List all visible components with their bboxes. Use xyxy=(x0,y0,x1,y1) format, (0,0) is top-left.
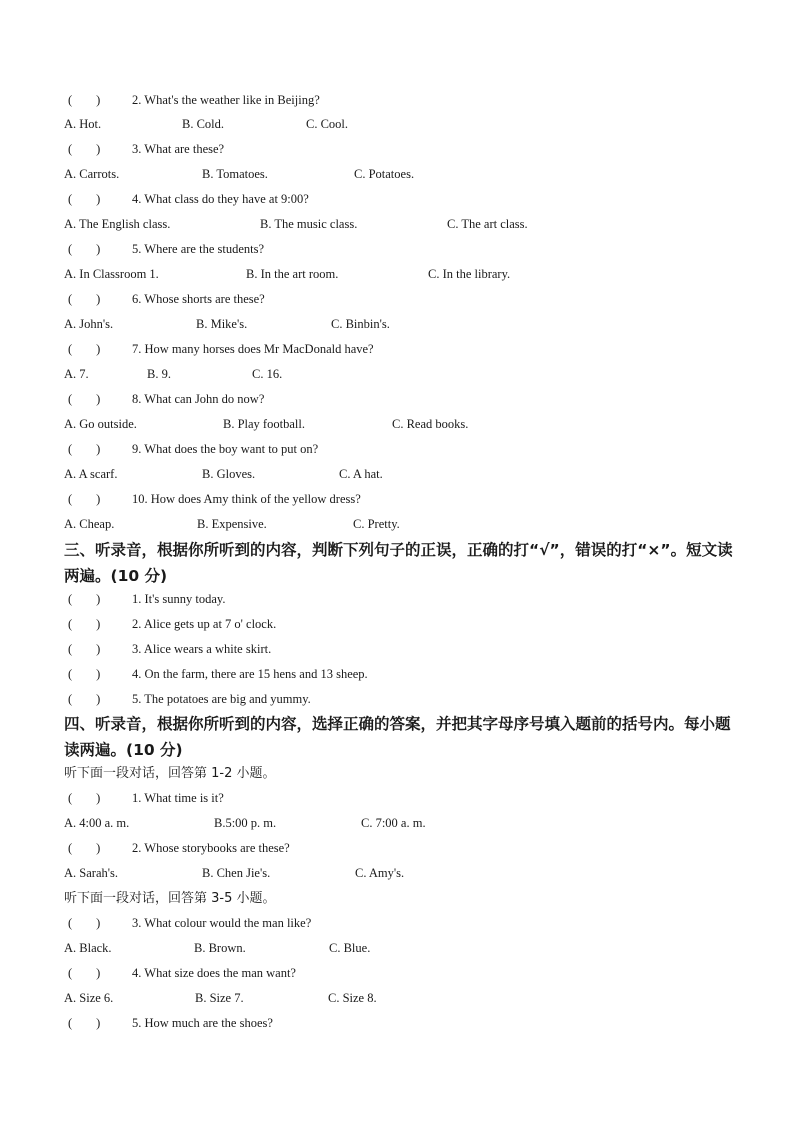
statement-3: ( ) 3. Alice wears a white skirt. xyxy=(68,642,272,656)
option-b: B. In the art room. xyxy=(246,267,339,281)
option-b: B. Play football. xyxy=(223,417,305,431)
option-c: C. Read books. xyxy=(392,417,469,431)
question-5: ( ) 5. Where are the students? xyxy=(68,242,265,256)
s4-question-4: ( ) 4. What size does the man want? xyxy=(68,966,296,980)
question-7: ( ) 7. How many horses does Mr MacDonald have? xyxy=(68,342,374,356)
dialogue-intro-1: 听下面一段对话，回答第 1-2 小题。 xyxy=(64,766,276,781)
question-8: ( ) 8. What can John do now? xyxy=(68,392,265,406)
option-c: C. Cool. xyxy=(306,117,349,131)
s4-question-5: ( ) 5. How much are the shoes? xyxy=(68,1016,273,1030)
s4-question-2: ( ) 2. Whose storybooks are these? xyxy=(68,841,290,855)
question-2: ( ) 2. What's the weather like in Beijing? xyxy=(68,93,320,107)
option-b: B. The music class. xyxy=(260,217,358,231)
option-c: C. 7:00 a. m. xyxy=(361,816,426,830)
option-a: A. 4:00 a. m. xyxy=(64,816,130,830)
option-a: A. Size 6. xyxy=(64,991,114,1005)
question-3: ( ) 3. What are these? xyxy=(68,142,225,156)
option-a: A. Black. xyxy=(64,941,112,955)
question-4: ( ) 4. What class do they have at 9:00? xyxy=(68,192,309,206)
option-c: C. A hat. xyxy=(339,467,383,481)
option-a: A. A scarf. xyxy=(64,467,118,481)
option-b: B. Tomatoes. xyxy=(202,167,268,181)
option-c: C. Binbin's. xyxy=(331,317,390,331)
option-a: A. The English class. xyxy=(64,217,171,231)
s4-question-1: ( ) 1. What time is it? xyxy=(68,791,224,805)
option-c: C. 16. xyxy=(252,367,283,381)
option-b: B. Cold. xyxy=(182,117,225,131)
option-b: B. Expensive. xyxy=(197,517,267,531)
option-a: A. Cheap. xyxy=(64,517,115,531)
option-b: B. Mike's. xyxy=(196,317,248,331)
option-a: A. John's. xyxy=(64,317,114,331)
option-c: C. Blue. xyxy=(329,941,371,955)
question-10: ( ) 10. How does Amy think of the yellow dress? xyxy=(68,492,361,506)
option-a: A. Carrots. xyxy=(64,167,120,181)
option-c: C. Amy's. xyxy=(355,866,405,880)
option-a: A. Go outside. xyxy=(64,417,137,431)
option-c: C. Potatoes. xyxy=(354,167,415,181)
option-a: A. Sarah's. xyxy=(64,866,118,880)
option-b: B. Size 7. xyxy=(195,991,244,1005)
statement-4: ( ) 4. On the farm, there are 15 hens and 13 sheep. xyxy=(68,667,368,681)
statement-1: ( ) 1. It's sunny today. xyxy=(68,592,226,606)
question-6: ( ) 6. Whose shorts are these? xyxy=(68,292,265,306)
statement-2: ( ) 2. Alice gets up at 7 o' clock. xyxy=(68,617,277,631)
option-c: C. Size 8. xyxy=(328,991,377,1005)
section-4-heading: 四、听录音，根据你所听到的内容，选择正确的答案，并把其字母序号填入题前的括号内。每小题读两遍。(10 分) xyxy=(64,715,731,759)
option-a: A. Hot. xyxy=(64,117,102,131)
option-b: B. Brown. xyxy=(194,941,246,955)
option-c: C. The art class. xyxy=(447,217,528,231)
question-9: ( ) 9. What does the boy want to put on? xyxy=(68,442,319,456)
dialogue-intro-2: 听下面一段对话，回答第 3-5 小题。 xyxy=(64,891,276,906)
option-b: B. Gloves. xyxy=(202,467,256,481)
option-a: A. 7. xyxy=(64,367,89,381)
statement-5: ( ) 5. The potatoes are big and yummy. xyxy=(68,692,311,706)
option-b: B. 9. xyxy=(147,367,171,381)
option-a: A. In Classroom 1. xyxy=(64,267,159,281)
option-c: C. Pretty. xyxy=(353,517,400,531)
option-b: B. Chen Jie's. xyxy=(202,866,271,880)
option-b: B.5:00 p. m. xyxy=(214,816,277,830)
s4-question-3: ( ) 3. What colour would the man like? xyxy=(68,916,312,930)
section-3-heading: 三、听录音，根据你所听到的内容，判断下列句子的正误，正确的打“√”，错误的打“×”。短文读两遍。(10 分) xyxy=(64,541,733,585)
option-c: C. In the library. xyxy=(428,267,511,281)
